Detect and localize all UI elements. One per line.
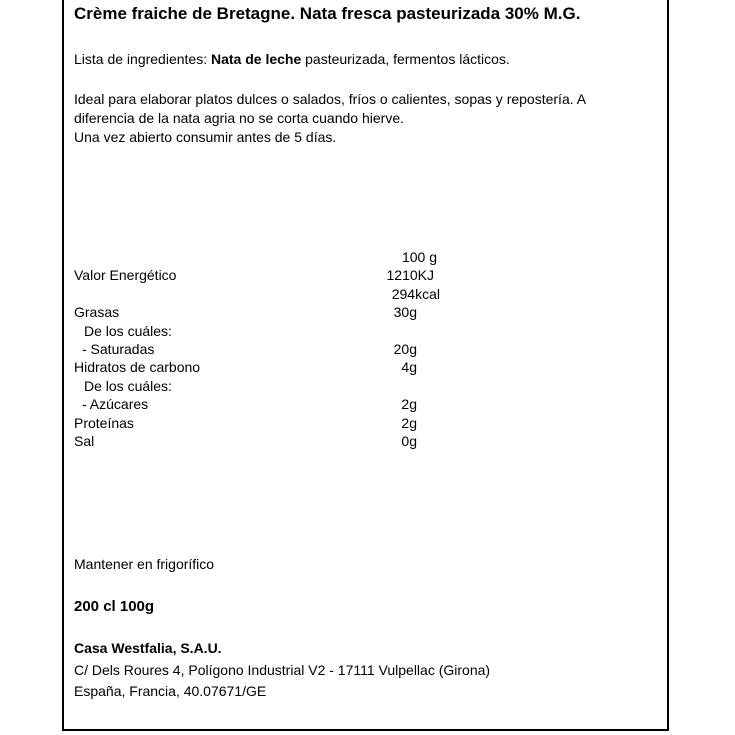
nutrition-label: - Azúcares [82,396,149,413]
nutrition-value: 2g [401,414,417,431]
company-address: C/ Dels Roures 4, Polígono Industrial V2 - 17111 Vulpellac (Girona) [74,662,491,678]
product-title: Crème fraiche de Bretagne. Nata fresca pasteurizada 30% M.G. [74,4,581,23]
nutrition-label: Hidratos de carbono [74,359,201,376]
nutrition-label: Proteínas [74,414,134,431]
nutrition-value: 30g [393,304,417,321]
nutrition-label: Sal [74,432,95,449]
nutrition-row [74,322,474,340]
nutrition-header [74,248,474,266]
ingredients-rest: pasteurizada, fermentos lácticos. [301,51,510,67]
nutrition-value: 1210KJ [386,267,434,284]
nutrition-value: 0g [401,432,417,449]
nutrition-row [74,414,474,432]
nutrition-value: 20g [393,340,417,357]
nutrition-table [74,248,474,450]
company-origin: España, Francia, 40.07671/GE [74,683,267,699]
description-line-3: Una vez abierto consumir antes de 5 días. [74,129,337,145]
description-line-2: diferencia de la nata agria no se corta cuando hierve. [74,110,404,126]
nutrition-row [74,432,474,450]
nutrition-label: De los cuáles: [84,377,172,394]
ingredients-line [74,50,510,69]
nutrition-label: Grasas [74,304,120,321]
net-quantity: 200 cl 100g [74,598,155,615]
nutrition-value: 2g [401,396,417,413]
nutrition-row [74,395,474,413]
nutrition-label: Valor Energético [74,267,177,284]
nutrition-row [74,340,474,358]
label-frame [62,0,669,731]
nutrition-row [74,285,474,303]
company-name: Casa Westfalia, S.A.U. [74,640,222,656]
nutrition-value: 294kcal [391,285,440,302]
nutrition-label: De los cuáles: [84,322,172,339]
ingredients-bold: Nata de leche [210,51,302,67]
ingredients-prefix: Lista de ingredientes: [74,51,211,67]
nutrition-row [74,358,474,376]
nutrition-label: - Saturadas [82,340,155,357]
nutrition-row [74,377,474,395]
nutrition-row [74,266,474,284]
description-line-1: Ideal para elaborar platos dulces o salados, fríos o calientes, sopas y repostería. A [74,91,587,107]
nutrition-row [74,303,474,321]
storage-instructions: Mantener en frigorífico [74,556,215,572]
nutrition-value: 4g [401,359,417,376]
nutrition-header-value: 100 g [401,249,437,265]
